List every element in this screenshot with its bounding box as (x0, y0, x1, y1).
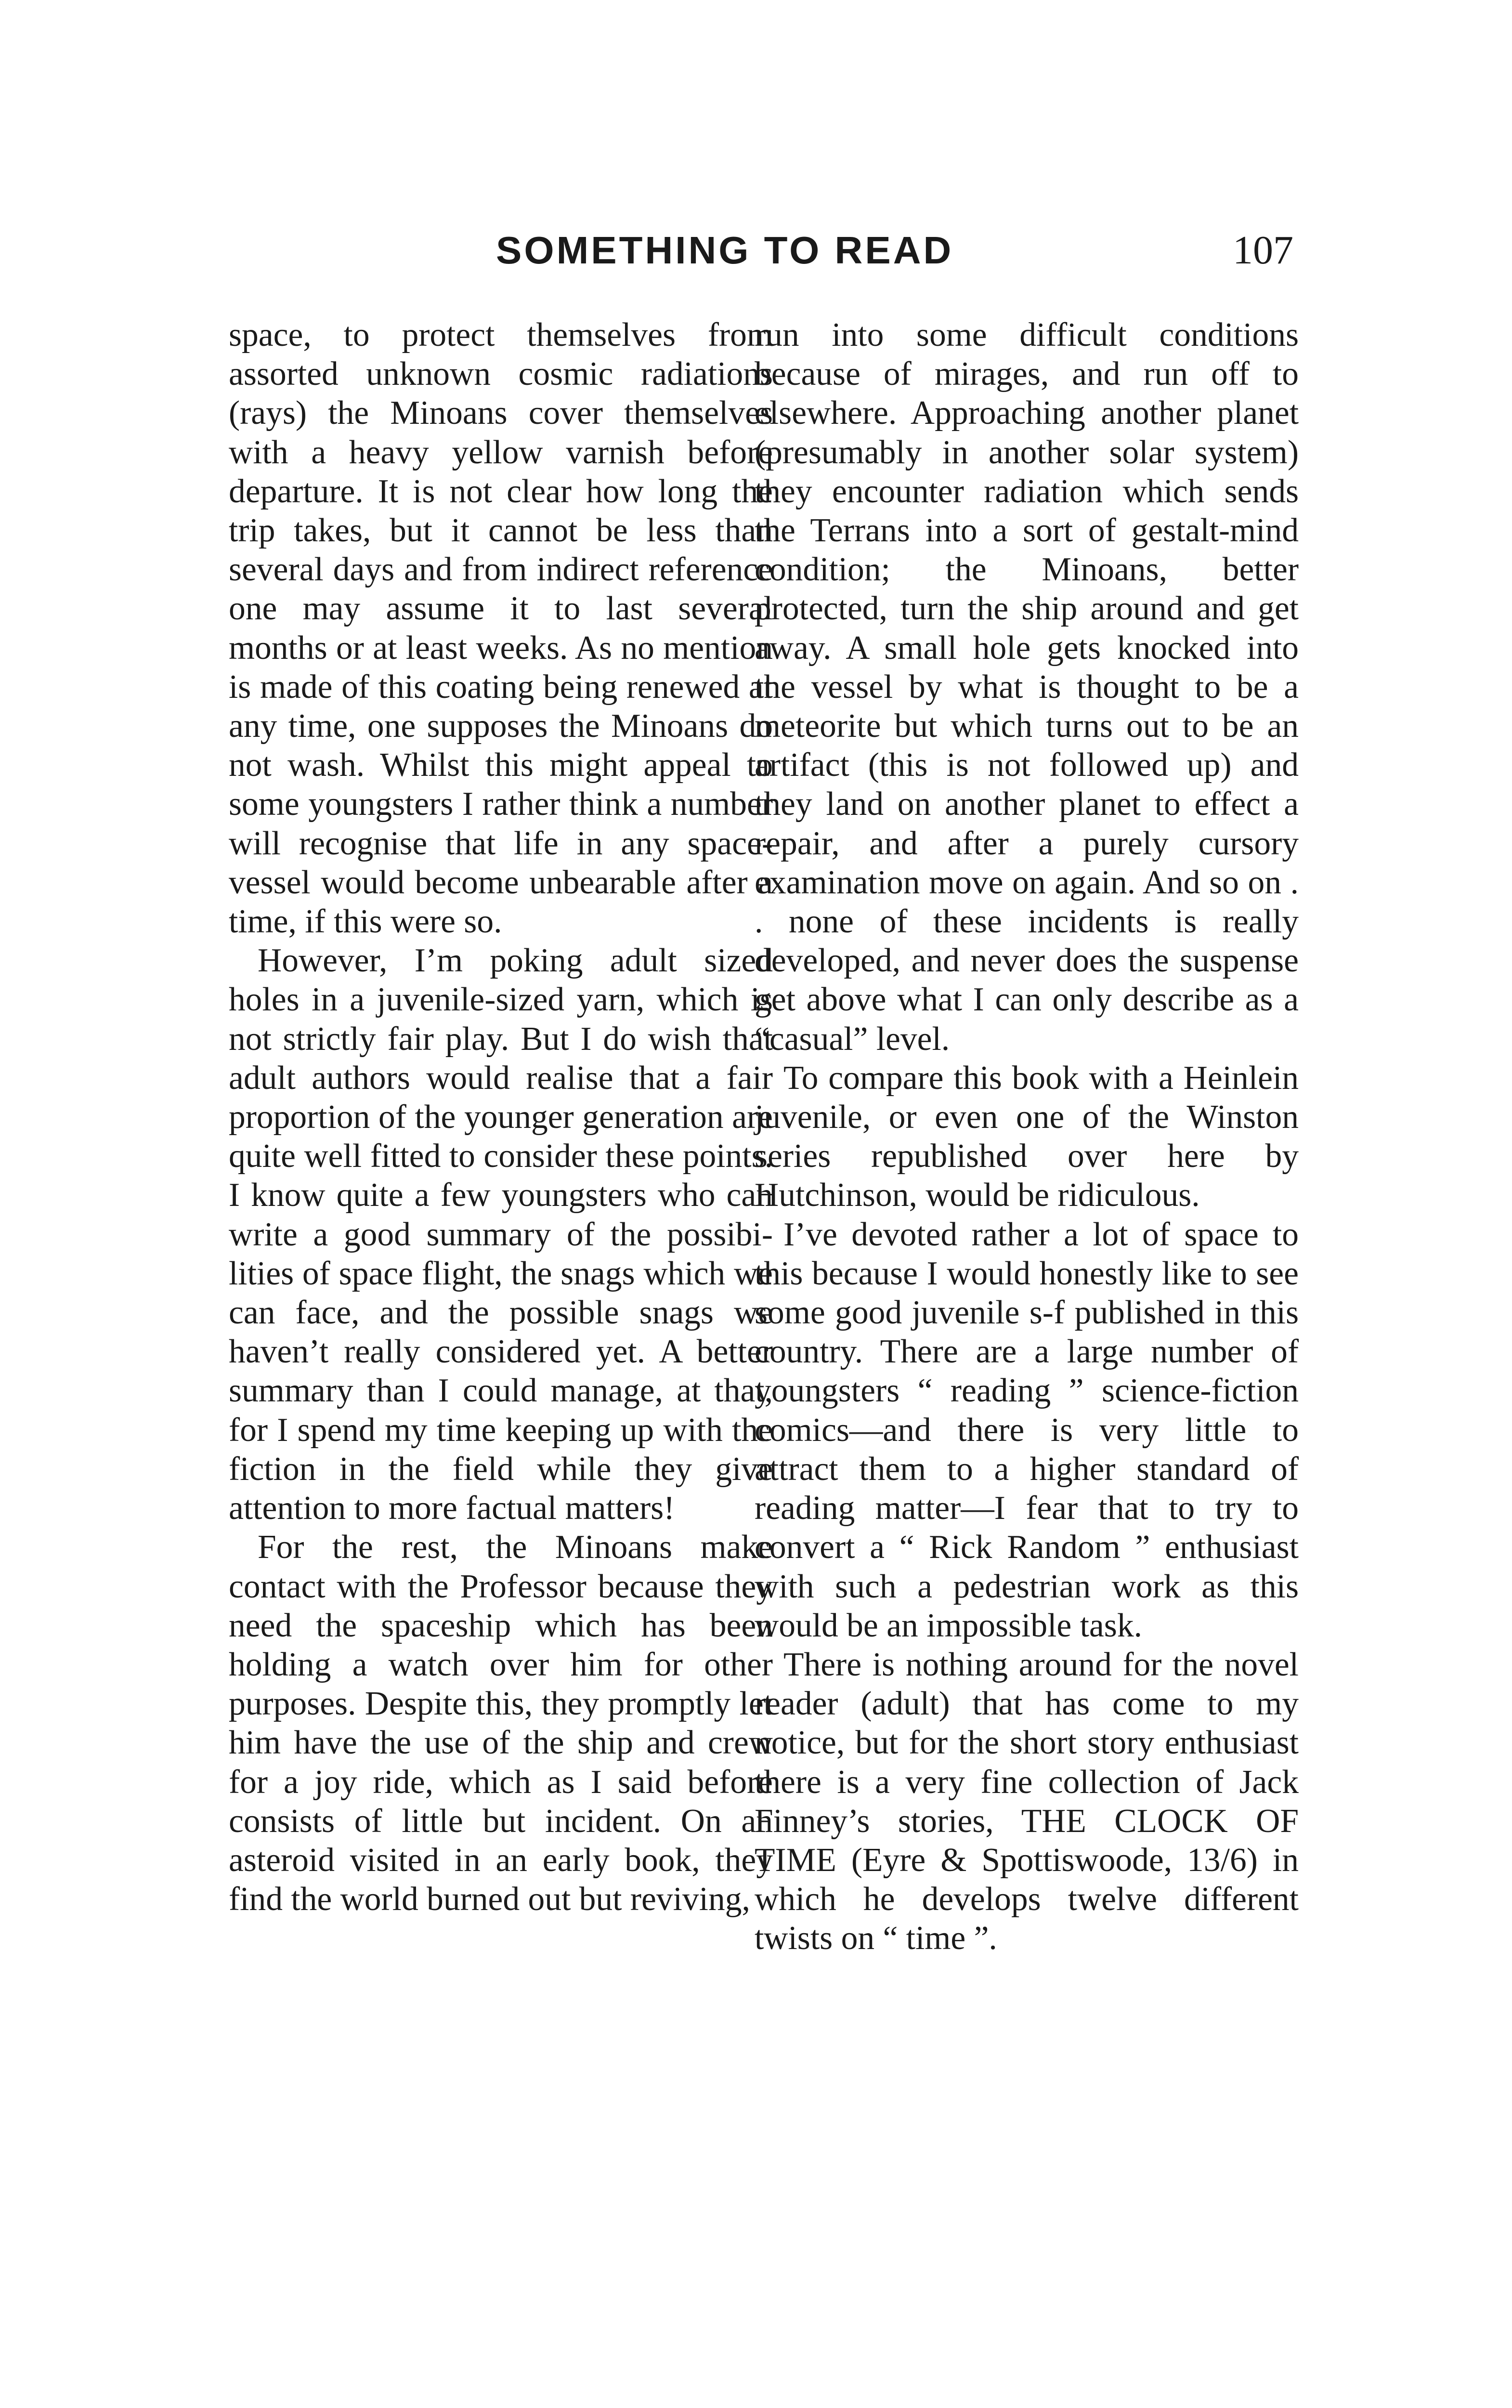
paragraph: I’ve devoted rather a lot of space to this because I would honestly like to see some good juvenile s-f published in this country. There are a large number of youngsters “ reading ” science-fiction comics—and there is very little to attract them to a higher standard of reading matter—I fear that to try to convert a “ Rick Random ” enthusiast with such a pedestrian work as this would be an impossible task. (755, 1216, 1299, 1644)
paragraph: run into some difficult conditions because of mirages, and run off to elsewhere. Approaching another planet (presumably in another solar system) they encounter radiation which sends the Terrans into a sort of gestalt-mind condition; the Minoans, better protected, turn the ship around and get away. A small hole gets knocked into the vessel by what is thought to be a meteorite but which turns out to be an artifact (this is not followed up) and they land on another planet to effect a repair, and after a purely cursory examination move on again. And so on . . none of these incidents is really developed, and never does the suspense get above what I can only describe as a “casual” level. (755, 316, 1299, 1058)
left-column (229, 315, 773, 1919)
page-header (0, 226, 1512, 279)
right-column (755, 315, 1299, 1958)
page-number: 107 (1233, 228, 1293, 273)
paragraph: space, to protect themselves from assorted unknown cosmic radiations (rays) the Minoans cover themselves with a heavy yellow varnish before departure. It is not clear how long the trip takes, but it cannot be less than several days and from indirect reference one may assume it to last several months or at least weeks. As no mention is made of this coating being renewed at any time, one supposes the Minoans do not wash. Whilst this might appeal to some youngsters I rather think a number will recognise that life in any space-vessel would become unbearable after a time, if this were so. (229, 316, 773, 941)
paragraph: However, I’m poking adult sized holes in a juvenile-sized yarn, which is not strictly fair play. But I do wish that adult authors would realise that a fair proportion of the younger generation are quite well fitted to consider these points. I know quite a few youngsters who can write a good summary of the possibilities of space flight, the snags which we can face, and the possible snags we haven’t really considered yet. A better summary than I could manage, at that, for I spend my time keeping up with the fiction in the field while they give attention to more factual matters! (229, 942, 773, 1527)
running-head: SOMETHING TO READ (496, 229, 954, 272)
paragraph: For the rest, the Minoans make contact with the Professor because they need the spaceship which has been holding a watch over him for other purposes. Despite this, they promptly let him have the use of the ship and crew for a joy ride, which as I said before consists of little but incident. On an asteroid visited in an early book, they find the world burned out but reviving, (229, 1529, 773, 1918)
paragraph: There is nothing around for the novel reader (adult) that has come to my notice, but for the short story enthusiast there is a very fine collection of Jack Finney’s stories, THE CLOCK OF TIME (Eyre & Spottiswoode, 13/6) in which he develops twelve different twists on “ time ”. (755, 1646, 1299, 1957)
paragraph: To compare this book with a Heinlein juvenile, or even one of the Winston series republished over here by Hutchinson, would be ridiculous. (755, 1059, 1299, 1214)
